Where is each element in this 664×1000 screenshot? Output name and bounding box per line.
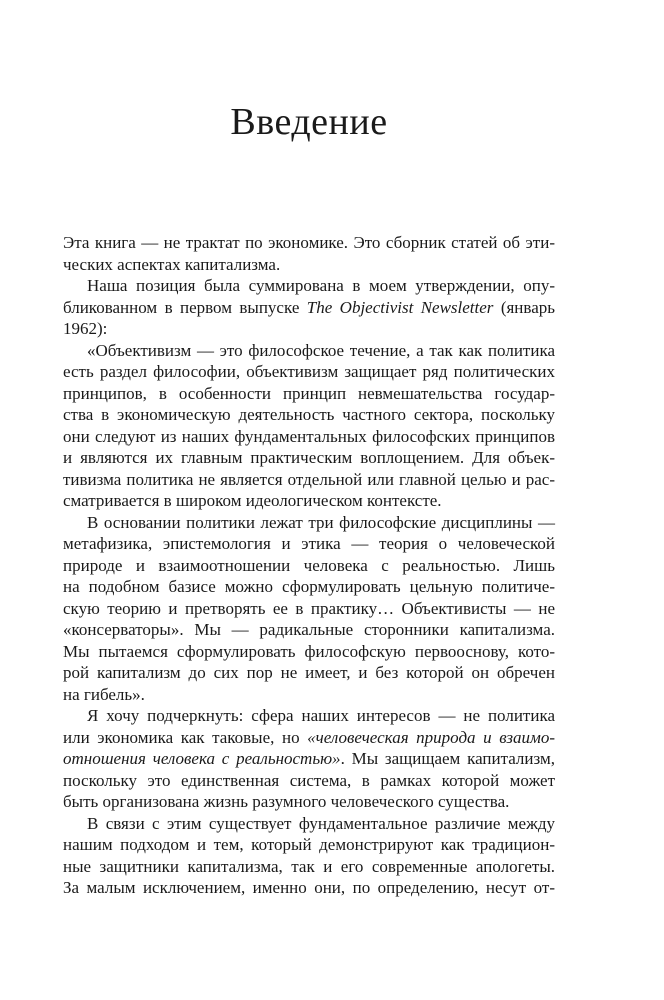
text-segment: ческих аспектах капитализма. — [63, 254, 281, 274]
text-line — [63, 748, 555, 770]
text-line — [63, 684, 555, 706]
text-line — [63, 533, 555, 555]
italic-text-segment: отношения человека с реальностью» — [63, 749, 341, 768]
text-segment: тивизма политика не является отдельной или главной целью и рас- — [63, 469, 555, 489]
text-segment: природе и взаимоотношении человека с реальностью. Лишь — [63, 555, 555, 575]
text-line — [63, 727, 555, 749]
text-segment: быть организована жизнь разумного человеческого существа. — [63, 792, 510, 811]
text-line — [63, 490, 555, 512]
chapter-title: Введение — [230, 101, 388, 143]
text-line — [63, 297, 555, 319]
text-segment: В связи с этим существует фундаментальное различие между — [87, 813, 555, 833]
text-line — [63, 576, 555, 598]
text-segment: За малым исключением, именно они, по определению, несут от- — [63, 878, 555, 897]
text-line — [63, 834, 555, 856]
text-segment: «Объективизм — это философское течение, а так как политика — [87, 340, 555, 360]
italic-text-segment: «человеческая природа и взаимо- — [307, 727, 555, 747]
text-segment: или экономика как таковые, но — [63, 727, 308, 747]
text-line — [63, 447, 555, 469]
text-segment: скую теорию и претворять ее в практику… Объективисты — не — [63, 598, 555, 618]
text-segment: на подобном базисе можно сформулировать цельную политиче- — [63, 577, 555, 596]
text-segment: есть раздел философии, объективизм защищает ряд политических — [63, 362, 555, 381]
text-segment: 1962): — [63, 319, 108, 338]
body-text — [63, 232, 555, 899]
text-segment: Мы пытаемся сформулировать философскую первооснову, кото- — [63, 641, 555, 661]
paragraph — [63, 705, 555, 813]
text-line — [63, 469, 555, 491]
text-line — [63, 361, 555, 383]
text-line — [63, 383, 555, 405]
paragraph — [63, 275, 555, 340]
text-line — [63, 555, 555, 577]
text-segment: «консерваторы». Мы — радикальные сторонники капитализма. — [63, 620, 555, 639]
text-line — [63, 512, 555, 534]
paragraph — [63, 512, 555, 706]
text-line — [63, 318, 555, 340]
text-line — [63, 232, 555, 254]
text-segment: на гибель». — [63, 684, 145, 704]
text-line — [63, 275, 555, 297]
text-segment: ные защитники капитализма, так и его современные апологеты. — [63, 856, 555, 876]
text-segment: В основании политики лежат три философские дисциплины — — [87, 512, 555, 532]
text-segment: нашим подходом и тем, который демонстрируют как традицион- — [63, 835, 555, 854]
text-segment: Я хочу подчеркнуть: сфера наших интересов — не политика — [87, 706, 555, 725]
text-line — [63, 791, 555, 813]
text-line — [63, 856, 555, 878]
paragraph — [63, 232, 555, 275]
text-line — [63, 404, 555, 426]
text-line — [63, 340, 555, 362]
text-line — [63, 598, 555, 620]
text-segment: принципов, в особенности принцип невмешательства государ- — [63, 383, 555, 403]
text-line — [63, 254, 555, 276]
text-segment: сматривается в широком идеологическом контексте. — [63, 491, 442, 510]
text-line — [63, 877, 555, 899]
text-segment: бликованном в первом выпуске — [63, 297, 307, 317]
paragraph — [63, 813, 555, 899]
text-segment: поскольку это единственная система, в рамках которой может — [63, 770, 555, 790]
text-segment: ства в экономическую деятельность частного сектора, поскольку — [63, 405, 555, 424]
text-line — [63, 662, 555, 684]
text-line — [63, 770, 555, 792]
text-segment: они следуют из наших фундаментальных философских принципов — [63, 426, 555, 446]
text-segment: и являются их главным практическим воплощением. Для объек- — [63, 448, 555, 467]
text-segment: Наша позиция была суммирована в моем утверждении, опу- — [87, 276, 555, 295]
text-segment: рой капитализм до сих пор не имеет, и без которой он обречен — [63, 663, 555, 682]
text-line — [63, 705, 555, 727]
text-line — [63, 813, 555, 835]
text-segment: метафизика, эпистемология и этика — теория о человеческой — [63, 534, 555, 553]
text-line — [63, 641, 555, 663]
text-segment: (январь — [493, 297, 555, 317]
text-segment: . Мы защищаем капитализм, — [340, 749, 555, 768]
paragraph — [63, 340, 555, 512]
italic-text-segment: The Objectivist Newsletter — [306, 297, 494, 317]
text-line — [63, 619, 555, 641]
text-segment: Эта книга — не трактат по экономике. Это сборник статей об эти- — [63, 233, 555, 252]
text-line — [63, 426, 555, 448]
